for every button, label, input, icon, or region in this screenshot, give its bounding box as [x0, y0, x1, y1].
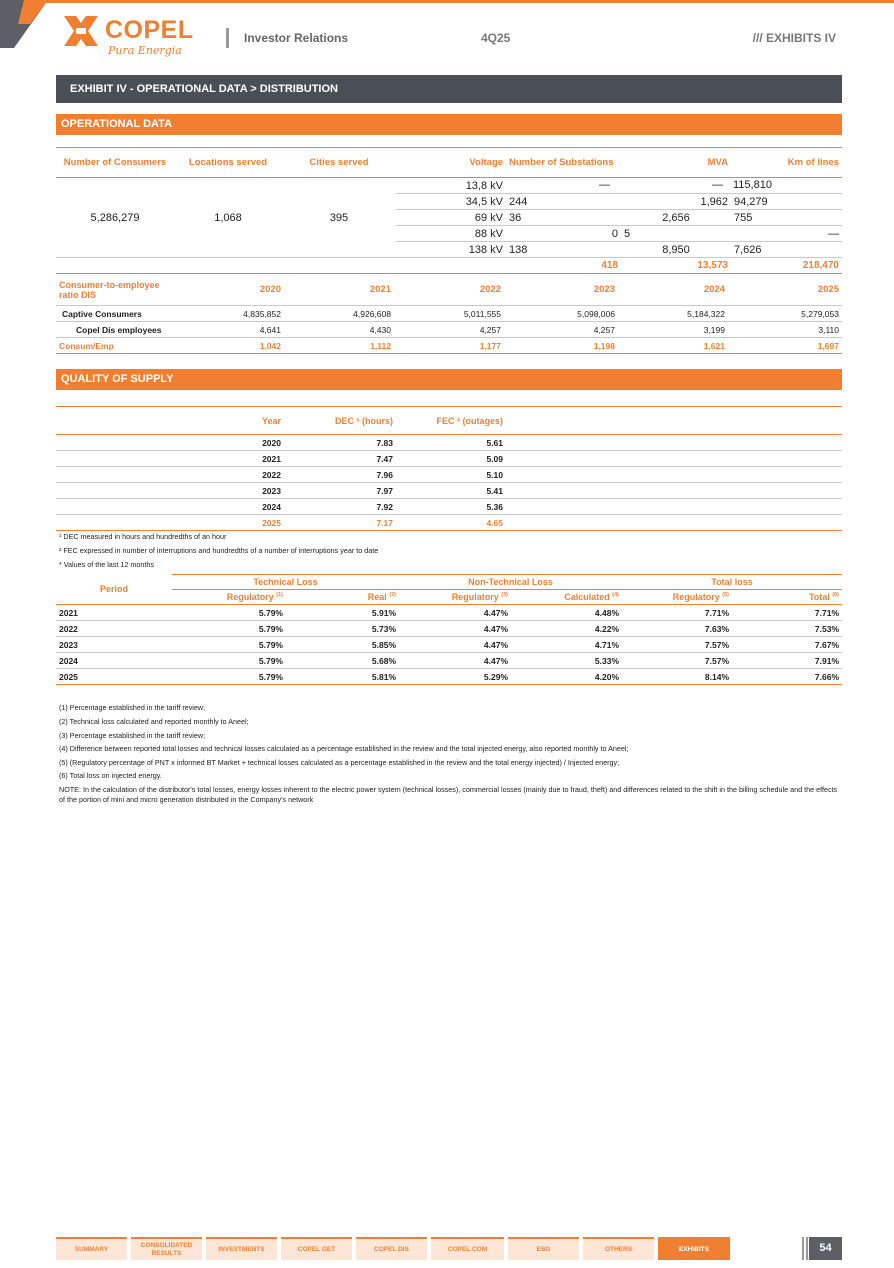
cell: 138	[506, 242, 621, 258]
table-row	[56, 605, 842, 621]
header-section: Investor Relations	[244, 31, 349, 45]
cell: 4.65	[396, 515, 506, 531]
operational-data-title: OPERATIONAL DATA	[56, 114, 842, 135]
voltage-value: 88 kV	[396, 226, 506, 242]
cell: 2024	[56, 653, 172, 669]
cell: 5,279,053	[728, 306, 842, 322]
cell: 5	[621, 226, 731, 242]
group-non-technical-loss: Non-Technical Loss	[399, 575, 622, 590]
loss-group-header-row	[56, 575, 842, 590]
cell: 7.57%	[622, 653, 732, 669]
group-technical-loss: Technical Loss	[172, 575, 399, 590]
table-row	[56, 669, 842, 685]
cell: 1,697	[728, 338, 842, 354]
total-km: 218,470	[731, 258, 842, 274]
cell: 4,430	[284, 322, 394, 338]
sub-header: Real $^{(2)}$	[286, 590, 399, 605]
cell: 7.57%	[622, 637, 732, 653]
cell: 2020	[226, 435, 284, 451]
table-row	[56, 621, 842, 637]
nav-exhibits[interactable]: EXHIBITS	[658, 1237, 730, 1260]
nav-summary[interactable]: SUMMARY	[56, 1237, 127, 1260]
table-row	[56, 306, 842, 322]
quality-of-supply-title: QUALITY OF SUPPLY	[56, 369, 842, 390]
cell: 1,198	[504, 338, 618, 354]
cell: 5.79%	[172, 605, 286, 621]
cell: 2023	[226, 483, 284, 499]
cell: 7.17	[284, 515, 396, 531]
table-row	[56, 467, 842, 483]
nav-copel-get[interactable]: COPEL GET	[281, 1237, 352, 1260]
cell: 1,962	[621, 194, 731, 210]
cell: 7.67%	[732, 637, 842, 653]
cell: 2023	[56, 637, 172, 653]
table-row	[56, 653, 842, 669]
header-quarter: 4Q25	[481, 31, 511, 45]
nav-esg[interactable]: ESG	[508, 1237, 579, 1260]
cell: 7.97	[284, 483, 396, 499]
cell: 5.36	[396, 499, 506, 515]
year-header: 2024	[618, 274, 728, 306]
total-mva: 13,573	[621, 258, 731, 274]
top-accent-line	[0, 0, 894, 3]
cell: 4,257	[394, 322, 504, 338]
quality-table	[56, 406, 842, 531]
cell: 244	[506, 194, 621, 210]
cell: 7.91%	[732, 653, 842, 669]
distribution-header-row	[56, 148, 842, 178]
table-row	[56, 637, 842, 653]
cell: 5,011,555	[394, 306, 504, 322]
nav-copel-dis[interactable]: COPEL DIS	[356, 1237, 427, 1260]
total-substations: 418	[506, 258, 621, 274]
brand-name: COPEL	[105, 16, 194, 44]
cell: 4.71%	[511, 637, 622, 653]
voltage-value: 69 kV	[396, 210, 506, 226]
cell: 7.71%	[732, 605, 842, 621]
cell: 7.92	[284, 499, 396, 515]
col-number-of-consumers: Number of Consumers	[56, 148, 174, 178]
cell: 5.68%	[286, 653, 399, 669]
cell: 1,042	[174, 338, 284, 354]
nav-copel-com[interactable]: COPEL COM	[431, 1237, 504, 1260]
cell: 5.29%	[399, 669, 511, 685]
cell: 5.41	[396, 483, 506, 499]
cell: 5.10	[396, 467, 506, 483]
voltage-value: 138 kV	[396, 242, 506, 258]
cell: 4,835,852	[174, 306, 284, 322]
voltage-value: 34,5 kV	[396, 194, 506, 210]
table-row	[56, 435, 842, 451]
loss-subheader-row	[56, 590, 842, 605]
cell: 755	[731, 210, 842, 226]
cell: 5.33%	[511, 653, 622, 669]
page-number-decoration	[802, 1237, 808, 1260]
footnote: (1) Percentage established in the tariff review;	[59, 703, 206, 712]
cell-group	[621, 178, 842, 194]
locations-value: 1,068	[174, 178, 282, 258]
cell: 5.73%	[286, 621, 399, 637]
copel-logo-icon	[62, 14, 100, 48]
ratio-header-row	[56, 274, 842, 306]
row1-substations: —	[599, 179, 610, 191]
footnote: (2) Technical loss calculated and reported monthly to Aneel;	[59, 717, 249, 726]
cell: 2,656	[621, 210, 731, 226]
cell: 94,279	[731, 194, 842, 210]
quality-note: ² FEC expressed in number of interruptions and hundredths of a number of interruptions year to date	[59, 546, 379, 555]
cell: 2022	[226, 467, 284, 483]
cell: 8.14%	[622, 669, 732, 685]
corner-decoration	[0, 0, 50, 48]
col-period: Period	[56, 575, 172, 605]
cell: 5.09	[396, 451, 506, 467]
cell: —	[731, 226, 842, 242]
quality-last-row	[56, 515, 842, 531]
cell: 5,184,322	[618, 306, 728, 322]
distribution-table	[56, 147, 842, 274]
cell: 4,257	[504, 322, 618, 338]
footnote: (5) (Regulatory percentage of PNT x informed BT Market + technical losses calculated as a percentage established in the review and the total energy injected) / Injected energy;	[59, 758, 620, 767]
cell: 4,641	[174, 322, 284, 338]
exhibit-title: EXHIBIT IV - OPERATIONAL DATA > DISTRIBUTION	[56, 75, 842, 103]
year-header: 2025	[728, 274, 842, 306]
year-header: 2020	[174, 274, 284, 306]
col-year: Year	[226, 407, 284, 435]
col-fec: FEC ² (outages)	[396, 407, 506, 435]
cell: 5.61	[396, 435, 506, 451]
col-cities-served: Cities served	[282, 148, 396, 178]
cell: 2024	[226, 499, 284, 515]
brand-tagline: Pura Energia	[108, 44, 182, 57]
year-header: 2021	[284, 274, 394, 306]
year-header: 2023	[504, 274, 618, 306]
nav-consolidated-results[interactable]: CONSOLIDATED RESULTS	[131, 1237, 202, 1260]
cell: 1,177	[394, 338, 504, 354]
group-total-loss: Total loss	[622, 575, 842, 590]
distribution-total-row	[56, 258, 842, 274]
col-locations-served: Locations served	[174, 148, 282, 178]
col-km-of-lines: Km of lines	[731, 148, 842, 178]
cell: 2025	[56, 669, 172, 685]
cell: 7.96	[284, 467, 396, 483]
cities-value: 395	[282, 178, 396, 258]
cell: 4.22%	[511, 621, 622, 637]
cell: 2021	[226, 451, 284, 467]
cell: 7,626	[731, 242, 842, 258]
nav-investments[interactable]: INVESTMENTS	[206, 1237, 277, 1260]
ratio-total-row	[56, 338, 842, 354]
cell: 5.79%	[172, 653, 286, 669]
consumers-value: 5,286,279	[56, 178, 174, 258]
cell: 4.47%	[399, 621, 511, 637]
quality-note: * Values of the last 12 months	[59, 560, 154, 569]
page-number: 54	[809, 1237, 842, 1260]
col-mva: MVA	[621, 148, 731, 178]
table-row	[56, 499, 842, 515]
cell: 2021	[56, 605, 172, 621]
sub-header: Calculated $^{(4)}$	[511, 590, 622, 605]
header-exhibit: /// EXHIBITS IV	[752, 31, 836, 45]
cell: 5.79%	[172, 669, 286, 685]
nav-others[interactable]: OTHERS	[583, 1237, 654, 1260]
footnote: (4) Difference between reported total losses and technical losses calculated as a percentage established in the review and the total injected energy, also reported monthly to Aneel;	[59, 744, 629, 753]
cell: 3,110	[728, 322, 842, 338]
footnote: (6) Total loss on injected energy.	[59, 771, 162, 780]
cell: 7.71%	[622, 605, 732, 621]
quality-header-row	[56, 407, 842, 435]
cell: 7.53%	[732, 621, 842, 637]
sub-header: Regulatory $^{(5)}$	[622, 590, 732, 605]
table-row	[56, 178, 842, 194]
quality-note: ¹ DEC measured in hours and hundredths of an hour	[59, 532, 227, 541]
table-row	[56, 451, 842, 467]
col-voltage: Voltage	[396, 148, 506, 178]
cell: 4.48%	[511, 605, 622, 621]
header-divider	[226, 28, 229, 48]
cell: 3,199	[618, 322, 728, 338]
voltage-value: 13,8 kV	[396, 178, 506, 194]
cell: 5,098,006	[504, 306, 618, 322]
cell: 5.79%	[172, 637, 286, 653]
sub-header: Regulatory $^{(3)}$	[399, 590, 511, 605]
cell: 0	[506, 226, 621, 242]
footnote: (3) Percentage established in the tariff review;	[59, 731, 206, 740]
ratio-label: Consumer-to-employee ratio DIS	[56, 274, 174, 306]
cell: 1,112	[284, 338, 394, 354]
cell: 7.66%	[732, 669, 842, 685]
row1-mva: —	[712, 179, 723, 191]
row-label: Consum/Emp	[56, 338, 174, 354]
cell: 5.91%	[286, 605, 399, 621]
cell: 1,621	[618, 338, 728, 354]
col-dec: DEC ¹ (hours)	[284, 407, 396, 435]
cell: 36	[506, 210, 621, 226]
cell: 5.85%	[286, 637, 399, 653]
cell: 7.83	[284, 435, 396, 451]
cell: 4.47%	[399, 637, 511, 653]
sub-header: Regulatory $^{(1)}$	[172, 590, 286, 605]
cell: 7.47	[284, 451, 396, 467]
row-label: Copel Dis employees	[56, 322, 174, 338]
year-header: 2022	[394, 274, 504, 306]
cell: 4.20%	[511, 669, 622, 685]
losses-table	[56, 574, 842, 685]
row-label: Captive Consumers	[56, 306, 174, 322]
cell: 4.47%	[399, 653, 511, 669]
footnote-note: NOTE: In the calculation of the distributor's total losses, energy losses inherent to the electric power system (technical losses), commercial losses (mainly due to fraud, theft) and differences related to the shift in the billing schedule and the effects of the portion of mini and micro generation distributed in the Company's network	[59, 785, 838, 804]
cell: 5.81%	[286, 669, 399, 685]
cell: 4.47%	[399, 605, 511, 621]
consumer-employee-table	[56, 274, 842, 354]
cell: 8,950	[621, 242, 731, 258]
cell: 2025	[226, 515, 284, 531]
table-row	[56, 322, 842, 338]
table-row	[56, 483, 842, 499]
cell: 2022	[56, 621, 172, 637]
col-substations: Number of Substations	[506, 148, 621, 178]
sub-header: Total $^{(6)}$	[732, 590, 842, 605]
cell: 7.63%	[622, 621, 732, 637]
cell: 5.79%	[172, 621, 286, 637]
row1-km: 115,810	[733, 179, 772, 191]
cell: 4,926,608	[284, 306, 394, 322]
